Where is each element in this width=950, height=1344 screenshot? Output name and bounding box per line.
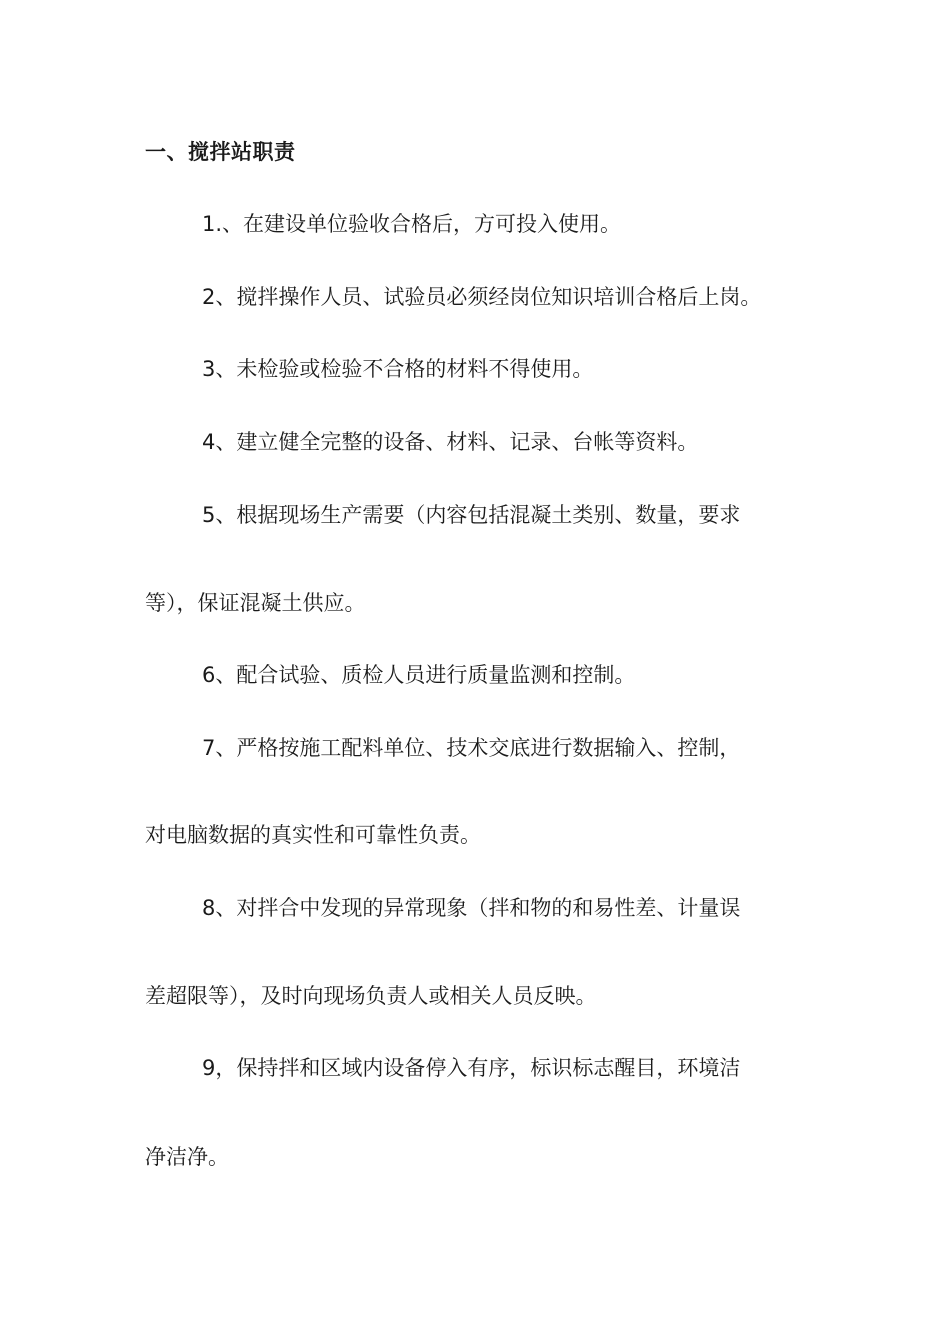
section-heading: 一、搅拌站职责 bbox=[145, 140, 296, 164]
duty-item-7-continued: 对电脑数据的真实性和可靠性负责。 bbox=[145, 823, 481, 847]
duty-item-3: 3、未检验或检验不合格的材料不得使用。 bbox=[202, 357, 594, 381]
duty-item-6: 6、配合试验、质检人员进行质量监测和控制。 bbox=[202, 663, 636, 687]
duty-item-9-continued: 净洁净。 bbox=[145, 1145, 229, 1169]
duty-item-9: 9，保持拌和区域内设备停入有序，标识标志醒目，环境洁 bbox=[202, 1056, 741, 1080]
duty-item-8-continued: 差超限等），及时向现场负责人或相关人员反映。 bbox=[145, 984, 597, 1008]
duty-item-1: 1.、在建设单位验收合格后，方可投入使用。 bbox=[202, 212, 622, 236]
duty-item-8: 8、对拌合中发现的异常现象（拌和物的和易性差、计量误 bbox=[202, 896, 741, 920]
duty-item-5: 5、根据现场生产需要（内容包括混凝土类别、数量，要求 bbox=[202, 503, 741, 527]
duty-item-2: 2、搅拌操作人员、试验员必须经岗位知识培训合格后上岗。 bbox=[202, 285, 762, 309]
duty-item-7: 7、严格按施工配料单位、技术交底进行数据输入、控制， bbox=[202, 736, 741, 760]
duty-item-4: 4、建立健全完整的设备、材料、记录、台帐等资料。 bbox=[202, 430, 699, 454]
duty-item-5-continued: 等），保证混凝土供应。 bbox=[145, 591, 366, 615]
